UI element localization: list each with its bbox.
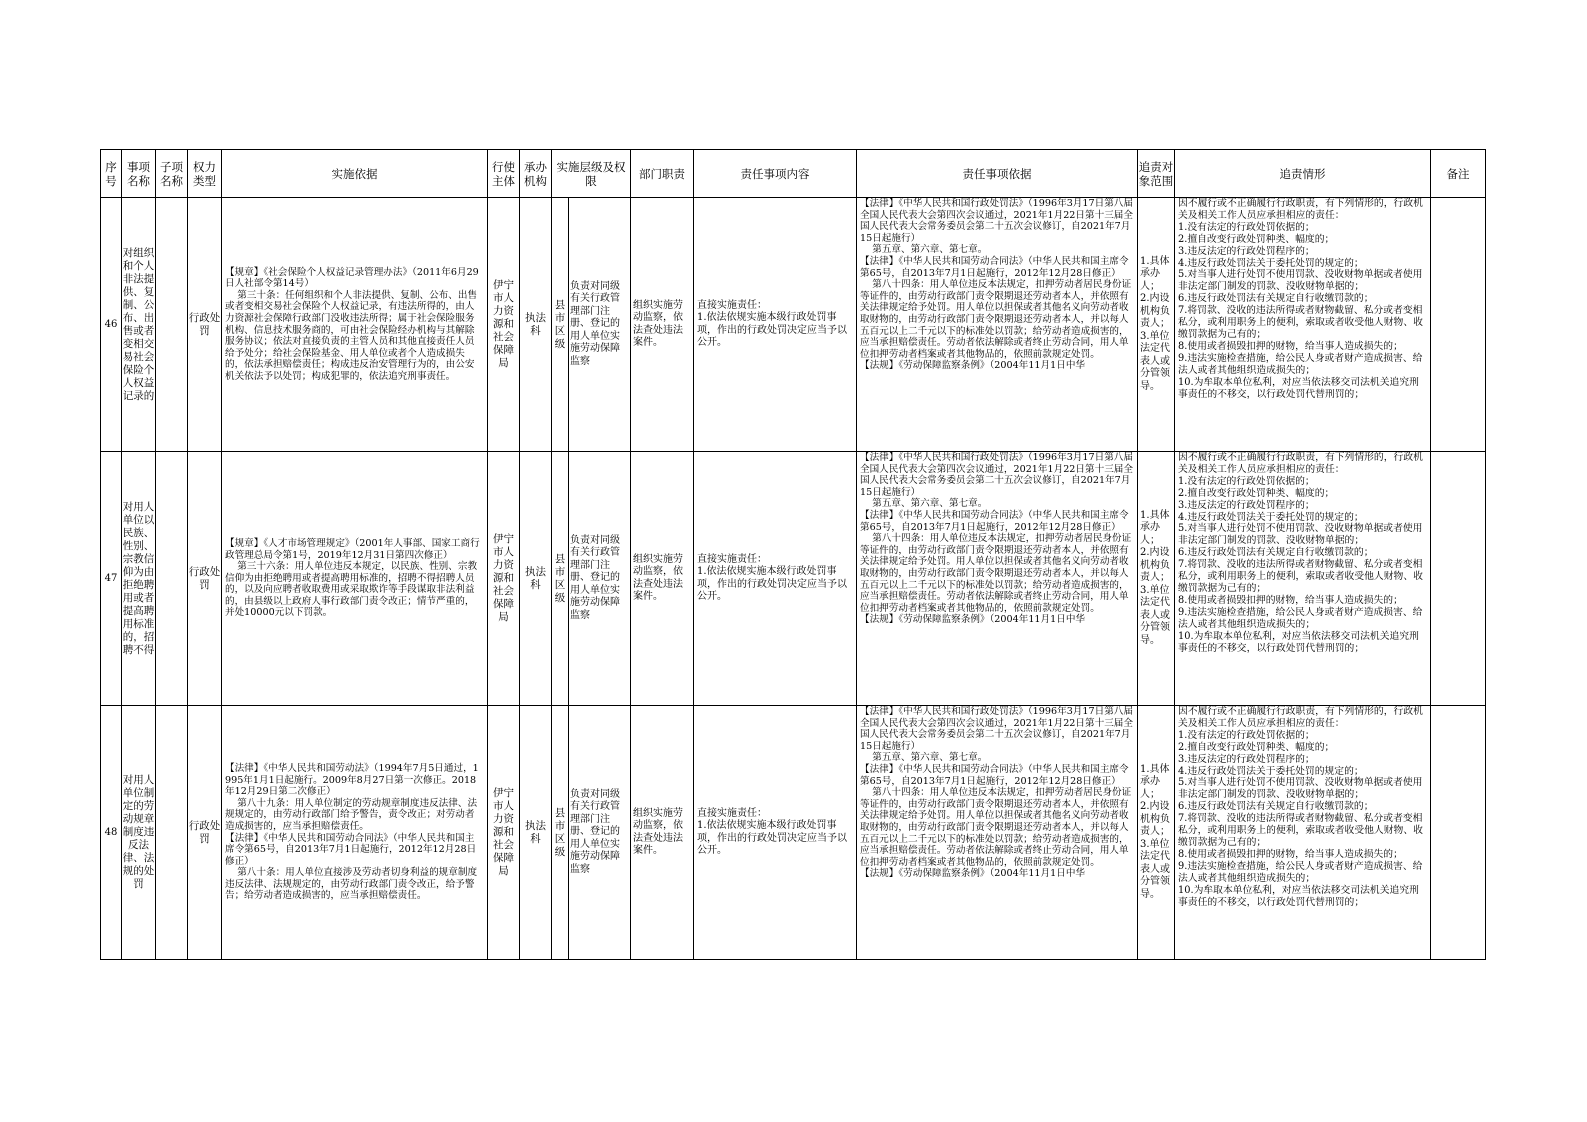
header-seq: 序号: [101, 150, 122, 198]
row-resp-basis: 【法律】《中华人民共和国行政处罚法》（1996年3月17日第八届全国人民代表大会第四次会议通过，2021年1月22日第十三届全国人民代表大会常务委员会第二十五次会议修订，自2021年7月15日起施行） 第五章、第六章、第七章。 【法律】《中华人民共和国劳动合同法》（中华人民共和国主席令第65号，自2013年7月1日起施行，2012年12月28日修正） 第八十四条：用人单位违反本法规定，扣押劳动者居民身份证等证件的，由劳动行政部门责令限期退还劳动者本人，并依照有关法律规定给予处罚。用人单位以担保或者其他名义向劳动者收取财物的，由劳动行政部门责令限期退还劳动者本人，并以每人五百元以上二千元以下的标准处以罚款；给劳动者造成损害的，应当承担赔偿责任。劳动者依法解除或者终止劳动合同，用人单位扣押劳动者档案或者其他物品的，依照前款规定处罚。 【法规】《劳动保障监察条例》（2004年11月1日中华: [860, 706, 1133, 880]
row-content: 直接实施责任： 1.依法依规实施本级行政处罚事项，作出的行政处罚决定应当予以公开。: [697, 299, 847, 348]
row-level: 县市区级: [552, 452, 569, 706]
row-resp-basis: 【法律】《中华人民共和国行政处罚法》（1996年3月17日第八届全国人民代表大会第四次会议通过，2021年1月22日第十三届全国人民代表大会常务委员会第二十五次会议修订，自2021年7月15日起施行） 第五章、第六章、第七章。 【法律】《中华人民共和国劳动合同法》（中华人民共和国主席令第65号，自2013年7月1日起施行，2012年12月28日修正） 第八十四条：用人单位违反本法规定，扣押劳动者居民身份证等证件的，由劳动行政部门责令限期退还劳动者本人，并依照有关法律规定给予处罚。用人单位以担保或者其他名义向劳动者收取财物的，由劳动行政部门责令限期退还劳动者本人，并以每人五百元以上二千元以下的标准处以罚款；给劳动者造成损害的，应当承担赔偿责任。劳动者依法解除或者终止劳动合同，用人单位扣押劳动者档案或者其他物品的，依照前款规定处罚。 【法规】《劳动保障监察条例》（2004年11月1日中华: [860, 452, 1133, 626]
header-content: 责任事项内容: [694, 150, 857, 198]
row-level: 县市区级: [552, 706, 569, 960]
header-sub-item: 子项名称: [156, 150, 188, 198]
header-targets: 追责对象范围: [1138, 150, 1175, 198]
row-seq: 46: [101, 198, 122, 452]
header-power-type: 权力类型: [188, 150, 222, 198]
row-org: 执法科: [520, 198, 552, 452]
row-remark: [1431, 198, 1486, 452]
row-remark: [1431, 452, 1486, 706]
header-resp-basis: 责任事项依据: [857, 150, 1138, 198]
row-level-auth: 负责对同级有关行政管理部门注册、登记的用人单位实施劳动保障监察: [570, 788, 620, 875]
responsibility-table: [100, 149, 1486, 960]
header-item-name: 事项名称: [122, 150, 156, 198]
row-seq: 48: [101, 706, 122, 960]
row-remark: [1431, 706, 1486, 960]
row-subject: 伊宁市人力资源和社会保障局: [488, 198, 520, 452]
row-situations: 因不履行或不正确履行行政职责，有下列情形的，行政机关及相关工作人员应承担相应的责任： 1.没有法定的行政处罚依据的； 2.擅自改变行政处罚种类、幅度的； 3.违反法定的行政处罚程序的； 4.违反行政处罚法关于委托处罚的规定的； 5.对当事人进行处罚不使用罚款、没收财物单据或者使用非法定部门制发的罚款、没收财物单据的； 6.违反行政处罚法有关规定自行收缴罚款的； 7.将罚款、没收的违法所得或者财物截留、私分或者变相私分，或利用职务上的便利，索取或者收受他人财物、收缴罚款据为己有的； 8.使用或者损毁扣押的财物，给当事人造成损失的； 9.违法实施检查措施，给公民人身或者财产造成损害、给法人或者其他组织造成损失的； 10.为牟取本单位私利，对应当依法移交司法机关追究刑事责任的不移交，以行政处罚代替刑罚的；: [1178, 198, 1423, 400]
row-resp-basis: 【法律】《中华人民共和国行政处罚法》（1996年3月17日第八届全国人民代表大会第四次会议通过，2021年1月22日第十三届全国人民代表大会常务委员会第二十五次会议修订，自2021年7月15日起施行） 第五章、第六章、第七章。 【法律】《中华人民共和国劳动合同法》（中华人民共和国主席令第65号，自2013年7月1日起施行，2012年12月28日修正） 第八十四条：用人单位违反本法规定，扣押劳动者居民身份证等证件的，由劳动行政部门责令限期退还劳动者本人，并依照有关法律规定给予处罚。用人单位以担保或者其他名义向劳动者收取财物的，由劳动行政部门责令限期退还劳动者本人，并以每人五百元以上二千元以下的标准处以罚款；给劳动者造成损害的，应当承担赔偿责任。劳动者依法解除或者终止劳动合同，用人单位扣押劳动者档案或者其他物品的，依照前款规定处罚。 【法规】《劳动保障监察条例》（2004年11月1日中华: [860, 198, 1133, 372]
row-item-name: 对用人单位以民族、性别、宗教信仰为由拒绝聘用或者提高聘用标准的，招聘不得: [122, 500, 155, 656]
row-content: 直接实施责任： 1.依法依规实施本级行政处罚事项，作出的行政处罚决定应当予以公开。: [697, 553, 847, 602]
header-remark: 备注: [1431, 150, 1486, 198]
row-level-auth: 负责对同级有关行政管理部门注册、登记的用人单位实施劳动保障监察: [570, 534, 620, 621]
row-content: 直接实施责任： 1.依法依规实施本级行政处罚事项，作出的行政处罚决定应当予以公开。: [697, 807, 847, 856]
row-item-name: 对组织和个人非法提供、复制、公布、出售或者变相交易社会保险个人权益记录的: [122, 246, 155, 402]
row-power-type: 行政处罚: [188, 706, 222, 960]
table-row: [101, 452, 1486, 706]
row-duty: 组织实施劳动监察，依法查处违法案件。: [633, 807, 683, 856]
row-duty: 组织实施劳动监察，依法查处违法案件。: [633, 553, 683, 602]
row-situations: 因不履行或不正确履行行政职责，有下列情形的，行政机关及相关工作人员应承担相应的责任： 1.没有法定的行政处罚依据的； 2.擅自改变行政处罚种类、幅度的； 3.违反法定的行政处罚程序的； 4.违反行政处罚法关于委托处罚的规定的； 5.对当事人进行处罚不使用罚款、没收财物单据或者使用非法定部门制发的罚款、没收财物单据的； 6.违反行政处罚法有关规定自行收缴罚款的； 7.将罚款、没收的违法所得或者财物截留、私分或者变相私分，或利用职务上的便利，索取或者收受他人财物、收缴罚款据为己有的； 8.使用或者损毁扣押的财物，给当事人造成损失的； 9.违法实施检查措施，给公民人身或者财产造成损害、给法人或者其他组织造成损失的； 10.为牟取本单位私利，对应当依法移交司法机关追究刑事责任的不移交，以行政处罚代替刑罚的；: [1178, 706, 1423, 908]
header-subject: 行使主体: [488, 150, 520, 198]
row-item-name: 对用人单位制定的劳动规章制度违反法律、法规的处罚: [122, 774, 155, 890]
row-power-type: 行政处罚: [188, 198, 222, 452]
header-basis: 实施依据: [222, 150, 488, 198]
row-basis: 【法律】《中华人民共和国劳动法》（1994年7月5日通过，1995年1月1日起施行。2009年8月27日第一次修正。2018年12月29日第二次修正） 第八十九条：用人单位制定的劳动规章制度违反法律、法规规定的，由劳动行政部门给予警告，责令改正；对劳动者造成损害的，应当承担赔偿责任。 【法律】《中华人民共和国劳动合同法》（中华人民共和国主席令第65号，自2013年7月1日起施行，2012年12月28日修正） 第八十条：用人单位直接涉及劳动者切身利益的规章制度违反法律、法规规定的，由劳动行政部门责令改正，给予警告；给劳动者造成损害的，应当承担赔偿责任。: [225, 762, 479, 902]
row-subject: 伊宁市人力资源和社会保障局: [488, 706, 520, 960]
table-row: [101, 198, 1486, 452]
row-targets: 1.具体承办人； 2.内设机构负责人； 3.单位法定代表人或分管领导。: [1140, 509, 1170, 646]
header-row: [101, 150, 1486, 198]
row-sub-item: [156, 706, 188, 960]
row-duty: 组织实施劳动监察，依法查处违法案件。: [633, 299, 683, 348]
row-org: 执法科: [520, 452, 552, 706]
row-basis: 【规章】《社会保险个人权益记录管理办法》（2011年6月29日人社部令第14号） 第三十条：任何组织和个人非法提供、复制、公布、出售或者变相交易社会保险个人权益记录，有违法所得的，由人力资源社会保障行政部门没收违法所得；属于社会保险服务机构、信息技术服务商的，可由社会保险经办机构与其解除服务协议；依法对直接负责的主管人员和其他直接责任人员给予处分；给社会保险基金、用人单位或者个人造成损失的，依法承担赔偿责任；构成违反治安管理行为的，由公安机关依法予以处罚；构成犯罪的，依法追究刑事责任。: [225, 266, 479, 382]
header-duty: 部门职责: [631, 150, 694, 198]
row-org: 执法科: [520, 706, 552, 960]
table-row: [101, 706, 1486, 960]
row-situations: 因不履行或不正确履行行政职责，有下列情形的，行政机关及相关工作人员应承担相应的责任： 1.没有法定的行政处罚依据的； 2.擅自改变行政处罚种类、幅度的； 3.违反法定的行政处罚程序的； 4.违反行政处罚法关于委托处罚的规定的； 5.对当事人进行处罚不使用罚款、没收财物单据或者使用非法定部门制发的罚款、没收财物单据的； 6.违反行政处罚法有关规定自行收缴罚款的； 7.将罚款、没收的违法所得或者财物截留、私分或者变相私分，或利用职务上的便利，索取或者收受他人财物、收缴罚款据为己有的； 8.使用或者损毁扣押的财物，给当事人造成损失的； 9.违法实施检查措施，给公民人身或者财产造成损害、给法人或者其他组织造成损失的； 10.为牟取本单位私利，对应当依法移交司法机关追究刑事责任的不移交，以行政处罚代替刑罚的；: [1178, 452, 1423, 654]
header-org: 承办机构: [520, 150, 552, 198]
row-subject: 伊宁市人力资源和社会保障局: [488, 452, 520, 706]
row-targets: 1.具体承办人； 2.内设机构负责人； 3.单位法定代表人或分管领导。: [1140, 763, 1170, 900]
row-basis: 【规章】《人才市场管理规定》（2001年人事部、国家工商行政管理总局令第1号，2019年12月31日第四次修正） 第三十六条：用人单位违反本规定，以民族、性别、宗教信仰为由拒绝聘用或者提高聘用标准的，招聘不得招聘人员的，以及向应聘者收取费用或采取欺诈等手段谋取非法利益的，由县级以上政府人事行政部门责令改正；情节严重的，并处10000元以下罚款。: [225, 537, 480, 619]
row-seq: 47: [101, 452, 122, 706]
row-sub-item: [156, 198, 188, 452]
row-power-type: 行政处罚: [188, 452, 222, 706]
row-level-auth: 负责对同级有关行政管理部门注册、登记的用人单位实施劳动保障监察: [570, 280, 620, 367]
header-situations: 追责情形: [1175, 150, 1431, 198]
row-sub-item: [156, 452, 188, 706]
row-targets: 1.具体承办人； 2.内设机构负责人； 3.单位法定代表人或分管领导。: [1140, 255, 1170, 392]
header-level: 实施层级及权限: [552, 150, 631, 198]
row-level: 县市区级: [552, 198, 569, 452]
